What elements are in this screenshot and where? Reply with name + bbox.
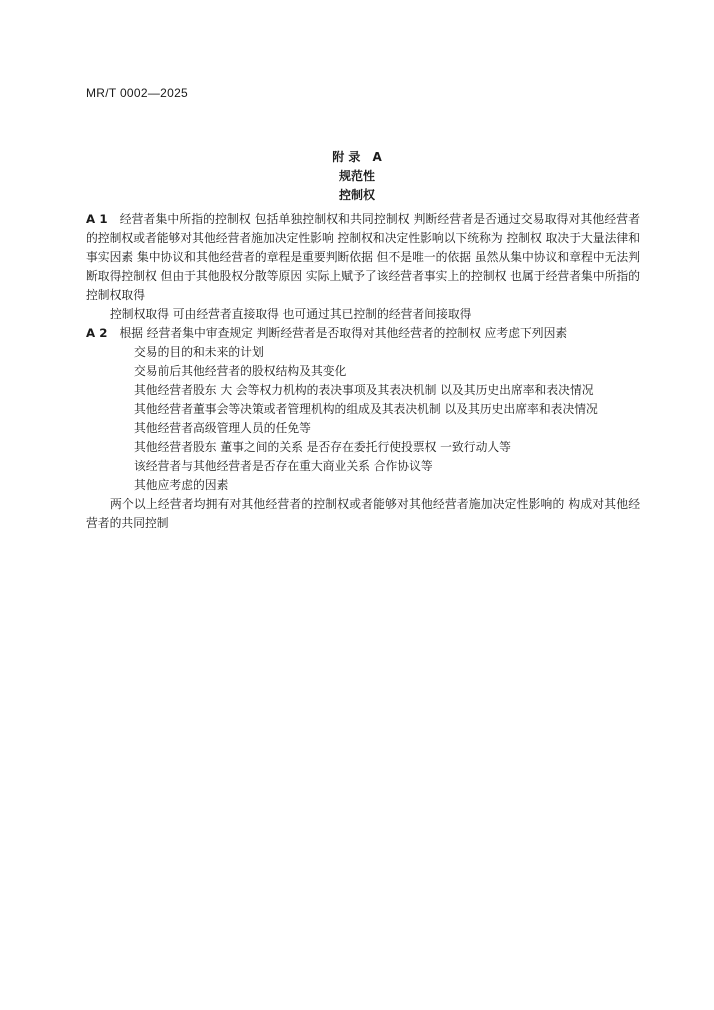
list-item: 其他应考虑的因素 <box>134 478 229 492</box>
list-item: 其他经营者董事会等决策或者管理机构的组成及其表决机制 以及其历史出席率和表决情况 <box>134 402 598 416</box>
clause-a1-note <box>86 305 640 324</box>
doc-code: MR/T 0002—2025 <box>86 86 189 100</box>
clause-number: A 1 <box>86 212 108 226</box>
clause-number: A 2 <box>86 326 108 340</box>
clause-text: 根据 经营者集中审查规定 判断经营者是否取得对其他经营者的控制权 应考虑下列因素 <box>119 326 568 340</box>
annex-body <box>86 210 640 533</box>
list-item: 其他经营者股东 大 会等权力机构的表决事项及其表决机制 以及其历史出席率和表决情况 <box>134 383 594 397</box>
clause-a1 <box>86 210 640 305</box>
list-item: 交易前后其他经营者的股权结构及其变化 <box>134 364 347 378</box>
annex-nature: 规范性 <box>338 169 375 183</box>
clause-text: 控制权取得 可由经营者直接取得 也可通过其已控制的经营者间接取得 <box>110 307 472 321</box>
factor-list <box>86 343 640 495</box>
annex-name: 控制权 <box>338 188 375 202</box>
clause-a2 <box>86 324 640 343</box>
list-item: 交易的目的和未来的计划 <box>134 345 264 359</box>
closing-paragraph: 两个以上经营者均拥有对其他经营者的控制权或者能够对其他经营者施加决定性影响的 构成对其他经营者的共同控制 <box>86 497 640 530</box>
clause-text: 经营者集中所指的控制权 包括单独控制权和共同控制权 判断经营者是否通过交易取得对其他经营者的控制权或者能够对其他经营者施加决定性影响 控制权和决定性影响以下统称为 控制权 取决于大量法律和事实因素 集中协议和其他经营者的章程是重要判断依据 但不是唯一的依据 虽然从集中协议和章程中无法判断取得控制权 但由于其他股权分散等原因 实际上赋予了该经营者事实上的控制权 也属于经营者集中所指的控制权取得 <box>86 212 640 302</box>
annex-title <box>0 148 714 165</box>
annex-title-word: 附 录 <box>332 150 361 164</box>
annex-title-letter: A <box>372 150 382 164</box>
list-item: 其他经营者股东 董事之间的关系 是否存在委托行使投票权 一致行动人等 <box>134 440 511 454</box>
list-item: 其他经营者高级管理人员的任免等 <box>134 421 311 435</box>
list-item: 该经营者与其他经营者是否存在重大商业关系 合作协议等 <box>134 459 433 473</box>
